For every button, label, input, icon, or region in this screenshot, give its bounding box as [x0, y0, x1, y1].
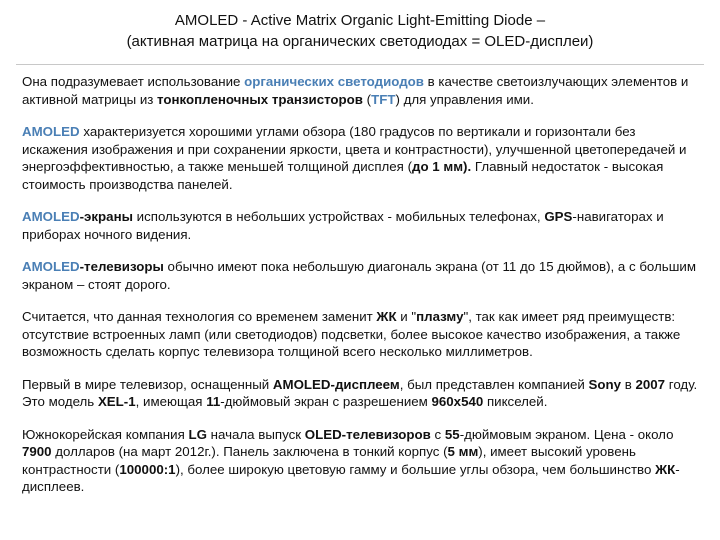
paragraph-4	[22, 258, 698, 293]
text-run: пикселей.	[483, 394, 548, 409]
text-run: начала выпуск	[206, 426, 305, 442]
bold-term: Sony	[588, 376, 622, 392]
text-run: используются в небольших устройствах - мобильных телефонах,	[132, 209, 545, 224]
text-run: , был представлен компанией	[399, 376, 589, 392]
paragraph-1	[22, 73, 698, 108]
bold-term: -телевизоры	[79, 259, 164, 274]
bold-term: -экраны	[79, 209, 133, 224]
bold-term: 11	[206, 394, 221, 409]
text-run: Первый в мире телевизор, оснащенный	[22, 376, 273, 392]
title-line-1: AMOLED - Active Matrix Organic Light-Emitting Diode –	[174, 12, 546, 29]
slide-title	[22, 10, 698, 52]
text-run: долларов (на март 2012г.). Панель заключена в тонкий корпус (	[51, 444, 448, 459]
text-run: -навигаторах и приборах ночного видения.	[22, 209, 664, 242]
bold-term: тонкопленочных транзисторов	[157, 91, 363, 107]
text-run: -дюймовым экраном. Цена - около	[459, 426, 674, 442]
bold-term: 5 мм	[447, 444, 479, 459]
bold-term: 960x540	[431, 394, 484, 409]
text-run: , имеющая	[135, 394, 207, 409]
text-run: -дюймовый экран с разрешением	[220, 394, 432, 409]
text-run: Она подразумевает использование	[22, 74, 245, 89]
text-run: ) для управления ими.	[395, 91, 534, 107]
paragraph-3	[22, 208, 698, 243]
text-run: и "	[396, 309, 417, 324]
text-run: характеризуется хорошими углами обзора (180 градусов по вертикали и горизонтали без искажения изображения и при сохранении яркости, цвета и контрастности), улучшенной цветопередачей и энергоэффективностью, а также меньшей толщиной дисплея (	[22, 124, 687, 174]
highlight-term: AMOLED	[22, 124, 80, 139]
bold-term: ЖК	[376, 309, 397, 324]
bold-term: LG	[188, 426, 207, 442]
bold-term: GPS	[544, 209, 573, 224]
text-run: (	[362, 91, 372, 107]
bold-term: до 1 мм).	[412, 159, 472, 174]
title-line-2: (активная матрица на органических светодиодах = OLED-дисплеи)	[126, 33, 594, 50]
paragraph-6	[22, 376, 698, 411]
text-run: ), имеет высокий уровень контрастности (	[22, 444, 636, 477]
title-divider	[16, 64, 704, 65]
body-text	[22, 73, 698, 496]
highlight-term: AMOLED	[22, 259, 80, 274]
text-run: ", так как имеет ряд преимуществ: отсутствие встроенных ламп (или светодиодов) подсветки, более высокое качество изображения, а также возможность сделать корпус телевизора толщиной всего несколько миллиметров.	[22, 309, 681, 359]
bold-term: ЖК	[655, 461, 676, 477]
bold-term: XEL-1	[97, 394, 136, 409]
highlight-term: AMOLED	[22, 209, 80, 224]
text-run: Главный недостаток - высокая стоимость производства панелей.	[22, 159, 664, 192]
highlight-term: органических светодиодов	[244, 74, 424, 89]
text-run: Южнокорейская компания	[22, 426, 189, 442]
highlight-term: TFT	[371, 91, 396, 107]
text-run: с	[430, 426, 445, 442]
text-run: году. Это модель	[22, 376, 698, 409]
text-run: в качестве светоизлучающих элементов и активной матрицы из	[22, 74, 689, 107]
bold-term: 100000:1	[119, 461, 176, 477]
bold-term: OLED-телевизоров	[304, 426, 431, 442]
text-run: -дисплеев.	[22, 461, 680, 494]
paragraph-5	[22, 308, 698, 361]
bold-term: 2007	[635, 376, 666, 392]
bold-term: плазму	[416, 309, 464, 324]
text-run: обычно имеют пока небольшую диагональ экрана (от 11 до 15 дюймов), а с большим экраном – стоят дорого.	[22, 259, 696, 292]
text-run: в	[621, 376, 636, 392]
bold-term: AMOLED-дисплеем	[272, 376, 400, 392]
paragraph-2	[22, 123, 698, 193]
paragraph-7	[22, 426, 698, 496]
text-run: Считается, что данная технология со временем заменит	[22, 309, 377, 324]
text-run: ), более широкую цветовую гамму и большие углы обзора, чем большинство	[175, 461, 656, 477]
bold-term: 55	[444, 426, 460, 442]
bold-term: 7900	[22, 444, 52, 459]
